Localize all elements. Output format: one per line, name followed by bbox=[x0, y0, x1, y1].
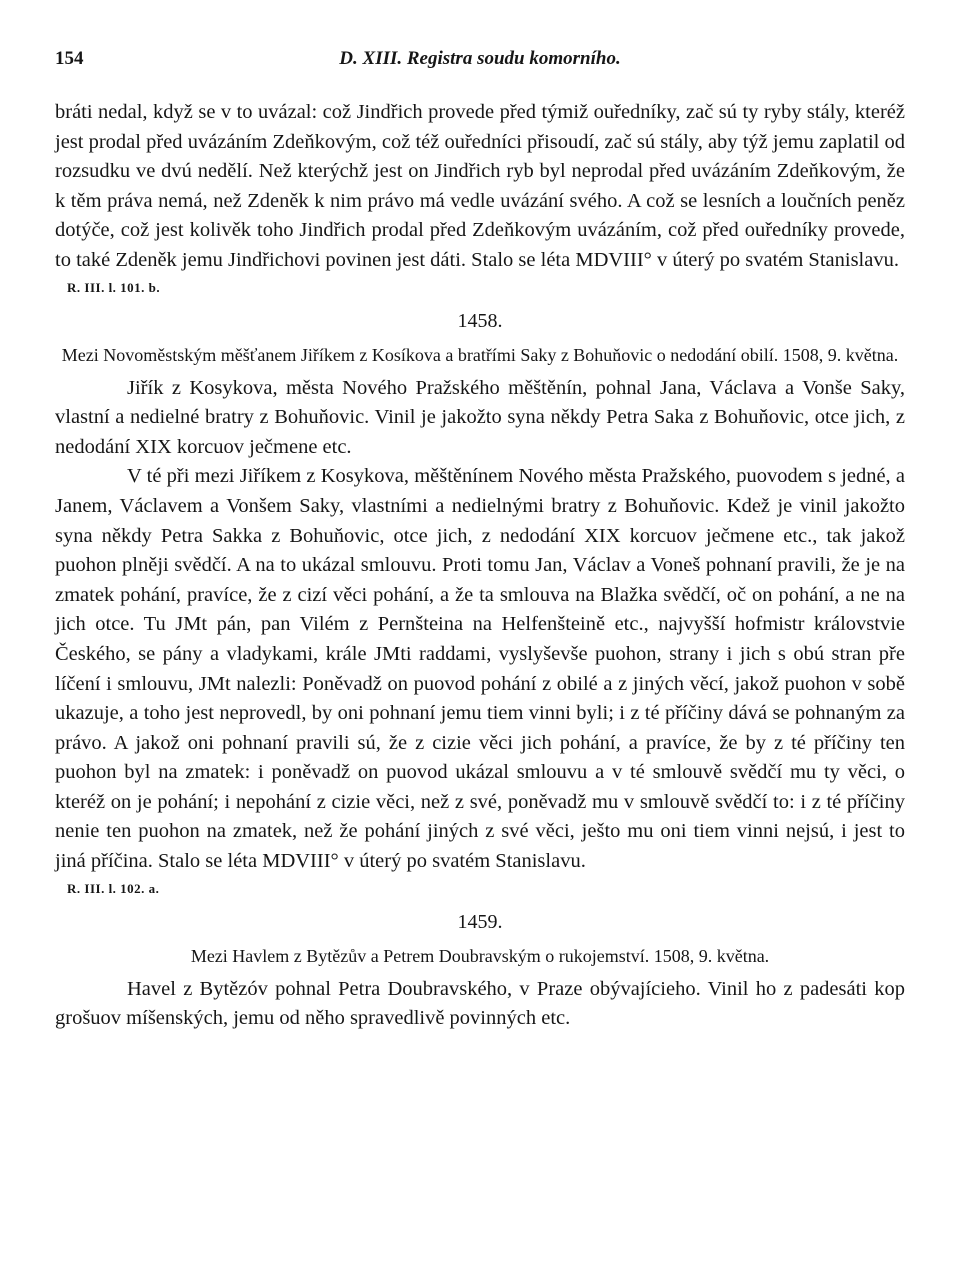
entry-number: 1458. bbox=[457, 309, 503, 332]
entry-paragraph: Jiřík z Kosykova, města Nového Pražského měštěnín, pohnal Jana, Václava a Vonše Saky, vlastní a nedielné bratry z Bohuňovic. Vinil je jakožto syna někdy Petra Saka z Bohuňovic, otce jich, z nedodání XIX korcuov ječmene etc. bbox=[55, 376, 905, 458]
source-reference: R. III. l. 102. a. bbox=[67, 880, 160, 896]
entry-number: 1459. bbox=[457, 910, 503, 933]
running-head: D. XIII. Registra soudu komorního. bbox=[339, 48, 621, 69]
entry-paragraph: Havel z Bytězóv pohnal Petra Doubravského, v Praze obývajícieho. Vinil ho z padesáti kop grošuov míšenských, jemu od něho spravedlivě povinných etc. bbox=[55, 977, 905, 1030]
entry-summary: Mezi Novoměstským měšťanem Jiříkem z Kosíkova a bratřími Saky z Bohuňovic o nedodání obilí. 1508, 9. května. bbox=[61, 344, 899, 365]
entry-summary: Mezi Havlem z Bytězův a Petrem Doubravským o rukojemství. 1508, 9. května. bbox=[190, 945, 770, 966]
page-header bbox=[55, 48, 905, 76]
continuation-paragraph: bráti nedal, když se v to uvázal: což Jindřich provede před týmiž ouředníky, zač sú ty ryby stály, kteréž jest prodal před uvázáním Zdeňkovým, což též ouředníci přisoudí, zač sú stály, aby týž jemu zaplatil od rozsudku ve dvú nedělí. Než kterýchž jest on Jindřich ryb byl neprodal před uvázáním Zdeňkovým, že k těm práva nemá, než Zdeněk k nim právo má vedle uvázání svého. A což se lesních a loučních peněz dotýče, což jest kolivěk toho Jindřich prodal před Zdeňkovým uvázáním, což před ouředníky provede, to také Zdeněk jemu Jindřichovi povinen jest dáti. Stalo se léta MDVIII° v úterý po svatém Stanislavu. bbox=[55, 101, 905, 271]
page-number: 154 bbox=[55, 48, 84, 69]
document-page bbox=[55, 48, 905, 1034]
source-reference: R. III. l. 101. b. bbox=[67, 279, 161, 295]
entry-1458 bbox=[55, 310, 905, 897]
entry-1459 bbox=[55, 911, 905, 1034]
entry-paragraph: V té při mezi Jiříkem z Kosykova, měštěnínem Nového města Pražského, puovodem s jedné, a Janem, Václavem a Vonšem Saky, vlastními a nedielnými bratry z Bohuňovic. Kdež je vinil jakožto syna někdy Petra Sakka z Bohuňovic, otce jich, z nedodání XIX korcuov ječmene etc., tak jakož puohon plněji svědčí. A na to ukázal smlouvu. Proti tomu Jan, Václav a Voneš pohnaní pravili, že je na zmatek pohání, pravíce, že z cizí věci pohání, a že ta smlouva na Blažka svědčí, oč on pohání, a ne na jich otce. Tu JMt pán, pan Vilém z Pernšteina na Helfenšteině etc., najvyšší hofmistr královstvie Českého, se pány a vladykami, krále JMti raddami, vyslyševše puohon, strany i jich s obú stran pře líčení i smlouvu, JMt nalezli: Poněvadž on puovod pohání z obilé a z jiných věcí, jakož puohon v sobě ukazuje, a toho jest neprovedl, by oni pohnaní jemu tiem vinni byli; i z té příčiny dává se pohnaným za právo. A jakož oni pohnaní pravili sú, že z cizie věci jich pohání, a pravíce, že by z té příčiny ten puohon byl na zmatek: i poněvadž on puovod ukázal smlouvu a v té smlouvě svědčí mu ty věci, o kteréž on je pohání; i nepohání z cizie věci, než z své, poněvadž mu v smlouvě svědčí to: i z té příčiny nenie ten puohon na zmatek, než že pohání jiných z své věci, ješto mu oni tiem vinni nejsú, i jest to jiná příčina. Stalo se léta MDVIII° v úterý po svatém Stanislavu. bbox=[55, 465, 905, 873]
